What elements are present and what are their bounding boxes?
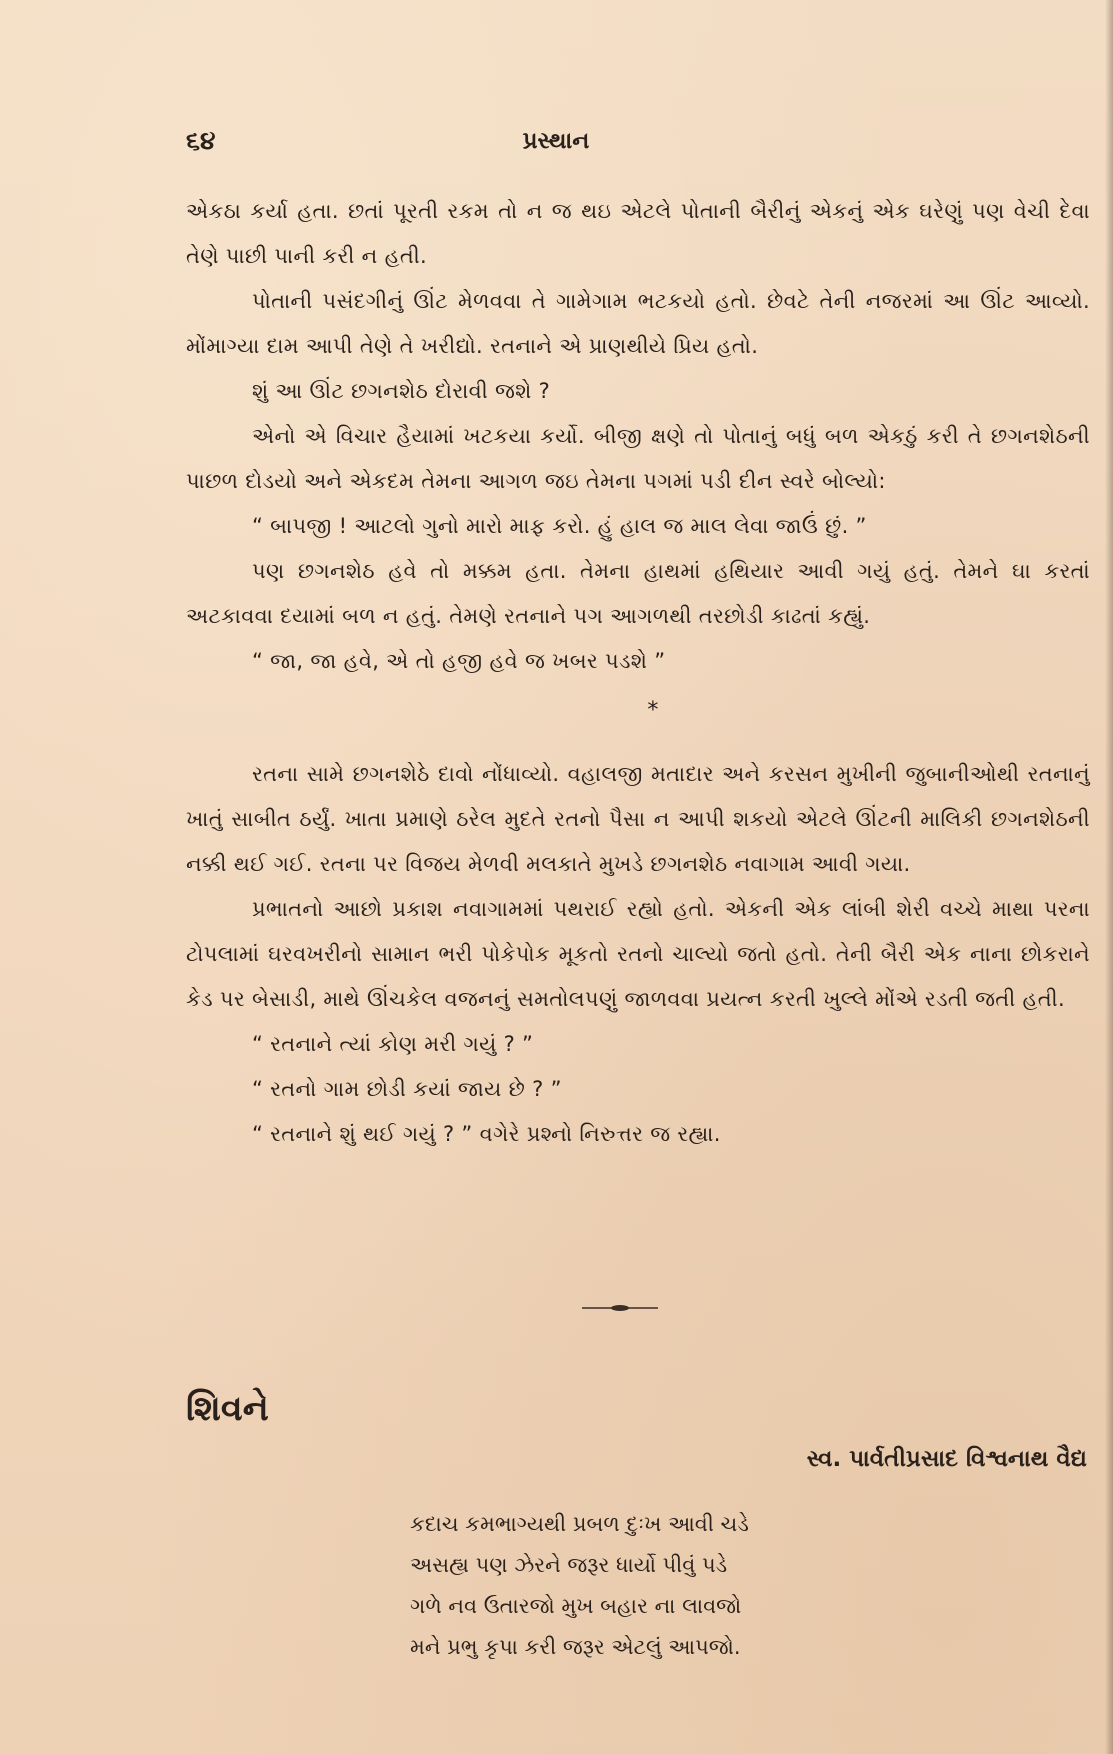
section-break-asterisk: * <box>647 698 659 723</box>
poem-line: ગળે નવ ઉતારજો મુખ બહાર ના લાવજો <box>410 1594 742 1618</box>
dialogue-line: “ રતનો ગામ છોડી કયાં જાય છે ? ” <box>252 1077 562 1101</box>
section-divider-ornament <box>582 1304 658 1312</box>
paragraph: શું આ ઊંટ છગનશેઠ દોરાવી જશે ? <box>252 379 551 403</box>
dialogue-line: “ બાપજી ! આટલો ગુનો મારો માફ કરો. હું હાલ જ માલ લેવા જાઉં છું. ” <box>252 514 867 538</box>
story-body <box>186 189 1090 1157</box>
poem-line: અસહ્ય પણ ઝેરને જરૂર ધાર્યો પીવું પડે <box>410 1553 728 1577</box>
paragraph: એકઠા કર્યા હતા. છતાં પૂરતી રકમ તો ન જ થઇ એટલે પોતાની બૈરીનું એકનું એક ઘરેણું પણ વેચી દેવા તેણે પાછી પાની કરી ન હતી. <box>186 199 1090 268</box>
dialogue-line: “ રતનાને ત્યાં કોણ મરી ગયું ? ” <box>252 1032 534 1056</box>
spacer <box>186 738 1090 752</box>
paragraph: પ્રભાતનો આછો પ્રકાશ નવાગામમાં પથરાઈ રહ્યો હતો. એકની એક લાંબી શેરી વચ્ચે માથા પરના ટોપલામાં ઘરવખરીનો સામાન ભરી પોકેપોક મૂકતો રતનો ચાલ્યો જતો હતો. તેની બૈરી એક નાના છોકરાને કેડ પર બેસાડી, માથે ઊંચકેલ વજનનું સમતોલપણું જાળવવા પ્રયત્ન કરતી ખુલ્લે મોંએ રડતી જતી હતી. <box>186 897 1090 1011</box>
poem-line: મને પ્રભુ કૃપા કરી જરૂર એટલું આપજો. <box>410 1635 741 1659</box>
page-edge-shadow <box>1105 0 1113 1754</box>
poem-title: શિવને <box>186 1389 269 1429</box>
dialogue-line: “ જા, જા હવે, એ તો હજી હવે જ ખબર પડશે ” <box>252 649 666 673</box>
poet-name: સ્વ. પાર્વતીપ્રસાદ વિશ્વનાથ વૈદ્ય <box>806 1446 1087 1472</box>
poem-stanza <box>410 1504 880 1668</box>
paragraph: રતના સામે છગનશેઠે દાવો નોંધાવ્યો. વહાલજી મતાદાર અને કરસન મુખીની જુબાનીઓથી રતનાનું ખાતું સાબીત ઠર્યું. ખાતા પ્રમાણે ઠરેલ મુદતે રતનો પૈસા ન આપી શકયો એટલે ઊંટની માલિકી છગનશેઠની નક્કી થઈ ગઈ. રતના પર વિજય મેળવી મલકાતે મુખડે છગનશેઠ નવાગામ આવી ગયા. <box>186 762 1090 876</box>
paragraph: પણ છગનશેઠ હવે તો મક્કમ હતા. તેમના હાથમાં હથિયાર આવી ગયું હતું. તેમને ઘા કરતાં અટકાવવા દયામાં બળ ન હતું. તેમણે રતનાને પગ આગળથી તરછોડી કાઢતાં કહ્યું. <box>186 559 1090 628</box>
page-header <box>186 126 926 166</box>
poem-line: કદાચ કમભાગ્યથી પ્રબળ દુઃખ આવી ચડે <box>410 1512 749 1536</box>
paragraph: પોતાની પસંદગીનું ઊંટ મેળવવા તે ગામેગામ ભટકયો હતો. છેવટે તેની નજરમાં આ ઊંટ આવ્યો. મોંમાગ્યા દામ આપી તેણે તે ખરીદ્યો. રતનાને એ પ્રાણથીયે પ્રિય હતો. <box>186 289 1090 358</box>
paragraph: એનો એ વિચાર હૈયામાં ખટકયા કર્યો. બીજી ક્ષણે તો પોતાનું બધું બળ એકઠું કરી તે છગનશેઠની પાછળ દોડયો અને એકદમ તેમના આગળ જઇ તેમના પગમાં પડી દીન સ્વરે બોલ્યો: <box>186 424 1090 493</box>
dialogue-line: “ રતનાને શું થઈ ગયું ? ” વગેરે પ્રશ્નો નિરુત્તર જ રહ્યા. <box>252 1122 721 1146</box>
page-number: ૬૪ <box>186 126 216 155</box>
running-title: પ્રસ્થાન <box>522 128 590 154</box>
